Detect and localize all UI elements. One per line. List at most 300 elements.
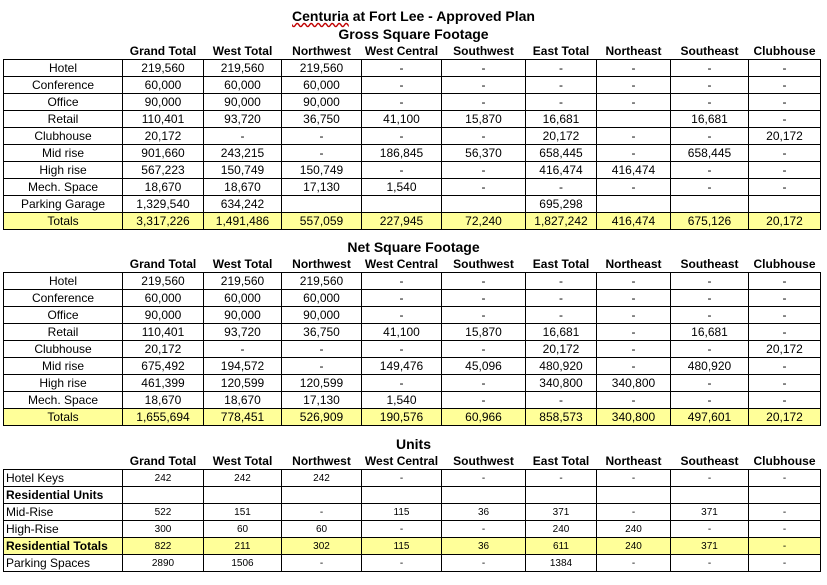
gross-heading: Gross Square Footage [338, 26, 489, 42]
table-cell: 778,451 [204, 409, 282, 426]
table-cell: 110,401 [123, 324, 204, 341]
row-label: Retail [4, 111, 123, 128]
table-cell: - [526, 392, 597, 409]
table-cell: - [597, 470, 671, 487]
table-cell: - [597, 94, 671, 111]
column-header: Northeast [605, 256, 662, 271]
table-cell [442, 487, 526, 504]
column-header: West Central [364, 43, 439, 58]
table-cell [671, 487, 749, 504]
title-spellcheck-word: Centuria [292, 8, 349, 24]
table-cell: - [671, 555, 749, 572]
table-cell: - [749, 358, 821, 375]
table-cell: - [442, 555, 526, 572]
table-cell [282, 487, 362, 504]
table-cell: 15,870 [442, 111, 526, 128]
row-label: Residential Totals [4, 538, 123, 555]
table-cell: - [362, 60, 442, 77]
title-rest: at Fort Lee - Approved Plan [348, 8, 535, 24]
column-header: West Total [212, 453, 273, 468]
column-header: Northwest [292, 453, 351, 468]
table-cell: 242 [282, 470, 362, 487]
table-cell: 36,750 [282, 111, 362, 128]
table-cell: - [671, 521, 749, 538]
table-cell: - [671, 470, 749, 487]
table-cell: - [442, 179, 526, 196]
table-cell: - [671, 375, 749, 392]
table-cell: - [442, 128, 526, 145]
table-cell: - [442, 392, 526, 409]
table-cell [526, 487, 597, 504]
column-header: Grand Total [129, 43, 197, 58]
table-cell: 3,317,226 [123, 213, 204, 230]
document-title [0, 8, 827, 24]
table-row [4, 94, 821, 111]
column-header: Northwest [292, 43, 351, 58]
table-cell: - [597, 273, 671, 290]
table-cell: 60 [282, 521, 362, 538]
table-cell: 1,491,486 [204, 213, 282, 230]
table-cell: 120,599 [282, 375, 362, 392]
table-cell: 151 [204, 504, 282, 521]
table-cell: - [671, 290, 749, 307]
table-cell: - [749, 375, 821, 392]
table-cell: 120,599 [204, 375, 282, 392]
table-cell: 497,601 [671, 409, 749, 426]
table-cell: 461,399 [123, 375, 204, 392]
table-cell: 302 [282, 538, 362, 555]
table-cell: 371 [671, 538, 749, 555]
row-label: Mech. Space [4, 392, 123, 409]
column-header: Clubhouse [753, 453, 816, 468]
table-cell: 557,059 [282, 213, 362, 230]
table-row [4, 111, 821, 128]
table-cell: - [282, 555, 362, 572]
table-cell: 60,966 [442, 409, 526, 426]
table-cell: 340,800 [526, 375, 597, 392]
table-cell [362, 196, 442, 213]
table-cell: 371 [671, 504, 749, 521]
table-cell: - [749, 521, 821, 538]
column-header: Southeast [680, 256, 739, 271]
table-cell: 41,100 [362, 324, 442, 341]
units-heading: Units [396, 436, 431, 452]
table-cell: 60,000 [282, 77, 362, 94]
row-label: Conference [4, 77, 123, 94]
table-cell: - [597, 307, 671, 324]
header-blank [4, 43, 123, 60]
table-cell: - [749, 273, 821, 290]
header-row [4, 43, 821, 60]
table-row [4, 341, 821, 358]
row-label: Retail [4, 324, 123, 341]
table-cell: 16,681 [671, 324, 749, 341]
table-cell: 211 [204, 538, 282, 555]
table-cell: - [597, 60, 671, 77]
table-cell: - [597, 358, 671, 375]
table-row [4, 470, 821, 487]
column-header: Grand Total [129, 453, 197, 468]
table-cell: - [749, 504, 821, 521]
table-cell: 18,670 [204, 179, 282, 196]
table-cell: 1,540 [362, 392, 442, 409]
table-cell: 611 [526, 538, 597, 555]
table-cell: 1,655,694 [123, 409, 204, 426]
column-header: Clubhouse [753, 256, 816, 271]
table-cell: 20,172 [526, 341, 597, 358]
table-cell: 219,560 [123, 60, 204, 77]
table-cell: 115 [362, 538, 442, 555]
table-cell: - [671, 273, 749, 290]
row-label: Parking Spaces [4, 555, 123, 572]
row-label: High rise [4, 162, 123, 179]
table-cell: 1506 [204, 555, 282, 572]
table-cell: 416,474 [597, 162, 671, 179]
table-cell: 240 [597, 538, 671, 555]
table-cell: - [671, 94, 749, 111]
table-cell: 56,370 [442, 145, 526, 162]
table-row [4, 213, 821, 230]
table-cell: 242 [204, 470, 282, 487]
table-cell: 675,492 [123, 358, 204, 375]
table-cell: - [442, 94, 526, 111]
table-cell: - [526, 470, 597, 487]
header-blank [4, 453, 123, 470]
column-header: Southeast [680, 43, 739, 58]
table-cell: - [442, 341, 526, 358]
column-header: Clubhouse [753, 43, 816, 58]
table-cell: - [597, 504, 671, 521]
table-cell: 858,573 [526, 409, 597, 426]
table-cell: 416,474 [597, 213, 671, 230]
row-label: Hotel [4, 60, 123, 77]
table-cell: - [671, 307, 749, 324]
table-cell: - [362, 341, 442, 358]
column-header: East Total [532, 256, 590, 271]
table-row [4, 162, 821, 179]
table-cell: 480,920 [671, 358, 749, 375]
table-cell: - [526, 179, 597, 196]
table-cell: - [749, 60, 821, 77]
table-cell: - [282, 128, 362, 145]
row-label: Residential Units [4, 487, 123, 504]
table-cell [282, 196, 362, 213]
row-label: Office [4, 307, 123, 324]
table-cell: - [442, 521, 526, 538]
column-header: Grand Total [129, 256, 197, 271]
row-label: Hotel [4, 273, 123, 290]
table-cell: - [526, 77, 597, 94]
table-cell: - [597, 555, 671, 572]
table-row [4, 538, 821, 555]
table-row [4, 179, 821, 196]
table-cell: - [442, 273, 526, 290]
table-cell: - [362, 162, 442, 179]
table-cell: - [749, 392, 821, 409]
table-cell: - [362, 128, 442, 145]
table-cell: 634,242 [204, 196, 282, 213]
table-cell [749, 196, 821, 213]
table-cell: - [671, 77, 749, 94]
table-row [4, 273, 821, 290]
table-cell: 110,401 [123, 111, 204, 128]
net-heading: Net Square Footage [347, 239, 480, 255]
table-cell: 20,172 [526, 128, 597, 145]
table-cell: 567,223 [123, 162, 204, 179]
row-label: Totals [4, 213, 123, 230]
table-cell: 822 [123, 538, 204, 555]
row-label: Office [4, 94, 123, 111]
header-row [4, 256, 821, 273]
row-label: Mid rise [4, 358, 123, 375]
table-cell [123, 487, 204, 504]
table-cell: - [442, 162, 526, 179]
table-cell: - [749, 324, 821, 341]
table-row [4, 290, 821, 307]
table-cell: - [442, 60, 526, 77]
row-label: Mech. Space [4, 179, 123, 196]
row-label: High rise [4, 375, 123, 392]
table-cell [671, 196, 749, 213]
table-cell: 526,909 [282, 409, 362, 426]
table-cell: 522 [123, 504, 204, 521]
table-cell: 90,000 [204, 307, 282, 324]
table-cell: 340,800 [597, 409, 671, 426]
table-cell: 2890 [123, 555, 204, 572]
table-cell: 41,100 [362, 111, 442, 128]
table-cell: 60,000 [204, 77, 282, 94]
row-label: Clubhouse [4, 341, 123, 358]
table-cell: 60,000 [123, 77, 204, 94]
table-row [4, 145, 821, 162]
column-header: East Total [532, 43, 590, 58]
table-cell: - [671, 60, 749, 77]
table-cell: - [526, 307, 597, 324]
table-cell: - [749, 307, 821, 324]
table-cell: 371 [526, 504, 597, 521]
table-cell: 20,172 [749, 128, 821, 145]
table-cell: 45,096 [442, 358, 526, 375]
table-cell: 219,560 [204, 273, 282, 290]
table-cell: - [362, 290, 442, 307]
table-row [4, 521, 821, 538]
table-cell: 194,572 [204, 358, 282, 375]
table-cell: - [442, 307, 526, 324]
table-cell: - [597, 392, 671, 409]
table-cell: 186,845 [362, 145, 442, 162]
header-row [4, 453, 821, 470]
row-label: Hotel Keys [4, 470, 123, 487]
table-cell: 240 [526, 521, 597, 538]
gross-sqft-table [3, 43, 821, 230]
table-cell: - [362, 375, 442, 392]
table-cell: - [749, 290, 821, 307]
table-cell: 658,445 [671, 145, 749, 162]
table-cell: 20,172 [749, 213, 821, 230]
table-cell: 93,720 [204, 111, 282, 128]
table-cell: - [597, 128, 671, 145]
table-cell: - [442, 470, 526, 487]
row-label: Clubhouse [4, 128, 123, 145]
table-cell: - [442, 290, 526, 307]
table-cell: 227,945 [362, 213, 442, 230]
units-table [3, 453, 821, 572]
table-cell: - [749, 179, 821, 196]
table-cell: 901,660 [123, 145, 204, 162]
column-header: Northeast [605, 43, 662, 58]
column-header: East Total [532, 453, 590, 468]
table-cell: 300 [123, 521, 204, 538]
table-cell: - [749, 162, 821, 179]
table-cell: - [749, 111, 821, 128]
table-cell: 219,560 [282, 273, 362, 290]
table-cell: 150,749 [204, 162, 282, 179]
table-row [4, 409, 821, 426]
table-cell: - [282, 504, 362, 521]
table-cell: 149,476 [362, 358, 442, 375]
table-cell: 695,298 [526, 196, 597, 213]
table-cell: - [362, 273, 442, 290]
table-cell: 219,560 [282, 60, 362, 77]
table-cell: 17,130 [282, 179, 362, 196]
table-cell: - [362, 94, 442, 111]
table-cell: - [526, 273, 597, 290]
table-cell: - [204, 341, 282, 358]
table-cell: 90,000 [123, 307, 204, 324]
table-cell: 90,000 [123, 94, 204, 111]
table-cell: 240 [597, 521, 671, 538]
table-cell: - [526, 60, 597, 77]
table-cell: - [442, 375, 526, 392]
table-row [4, 555, 821, 572]
column-header: West Central [364, 453, 439, 468]
table-cell: 15,870 [442, 324, 526, 341]
table-cell: - [597, 179, 671, 196]
table-row [4, 375, 821, 392]
column-header: Northwest [292, 256, 351, 271]
table-row [4, 128, 821, 145]
column-header: Northeast [605, 453, 662, 468]
row-label: High-Rise [4, 521, 123, 538]
table-cell: 480,920 [526, 358, 597, 375]
table-cell: - [671, 128, 749, 145]
table-cell: 16,681 [526, 324, 597, 341]
table-cell: 340,800 [597, 375, 671, 392]
column-header: West Central [364, 256, 439, 271]
table-cell: - [597, 290, 671, 307]
table-cell: 1,827,242 [526, 213, 597, 230]
table-cell: - [442, 77, 526, 94]
table-cell: 90,000 [282, 307, 362, 324]
header-blank [4, 256, 123, 273]
table-cell: 20,172 [123, 341, 204, 358]
column-header: West Total [212, 256, 273, 271]
table-cell: 416,474 [526, 162, 597, 179]
row-label: Mid rise [4, 145, 123, 162]
column-header: Southwest [453, 453, 514, 468]
table-cell: 18,670 [123, 392, 204, 409]
table-cell: 18,670 [123, 179, 204, 196]
table-cell [749, 487, 821, 504]
table-cell: 243,215 [204, 145, 282, 162]
table-cell: 16,681 [526, 111, 597, 128]
table-cell: - [671, 392, 749, 409]
table-row [4, 392, 821, 409]
table-cell: - [282, 341, 362, 358]
table-cell: 60,000 [282, 290, 362, 307]
column-header: Southwest [453, 256, 514, 271]
column-header: Southwest [453, 43, 514, 58]
table-cell: 17,130 [282, 392, 362, 409]
table-row [4, 324, 821, 341]
table-cell [597, 111, 671, 128]
table-cell: - [526, 94, 597, 111]
table-cell [204, 487, 282, 504]
table-cell: 20,172 [123, 128, 204, 145]
table-cell: - [671, 179, 749, 196]
table-cell: - [597, 145, 671, 162]
table-cell: - [749, 538, 821, 555]
row-label: Mid-Rise [4, 504, 123, 521]
table-cell: 1,329,540 [123, 196, 204, 213]
table-cell: - [362, 521, 442, 538]
row-label: Totals [4, 409, 123, 426]
table-cell: 36 [442, 538, 526, 555]
table-cell: 1384 [526, 555, 597, 572]
table-cell: 242 [123, 470, 204, 487]
row-label: Parking Garage [4, 196, 123, 213]
net-sqft-table [3, 256, 821, 426]
table-cell: 150,749 [282, 162, 362, 179]
table-cell: - [282, 358, 362, 375]
table-cell: - [671, 341, 749, 358]
table-cell: 18,670 [204, 392, 282, 409]
table-cell: 20,172 [749, 409, 821, 426]
table-cell: - [597, 324, 671, 341]
table-cell: - [671, 162, 749, 179]
column-header: West Total [212, 43, 273, 58]
table-cell: - [597, 341, 671, 358]
table-cell: 60,000 [204, 290, 282, 307]
table-cell [597, 196, 671, 213]
table-cell: - [749, 555, 821, 572]
table-cell: - [362, 470, 442, 487]
table-cell: 72,240 [442, 213, 526, 230]
table-cell: 190,576 [362, 409, 442, 426]
table-cell: 675,126 [671, 213, 749, 230]
table-cell: - [749, 94, 821, 111]
table-cell [597, 487, 671, 504]
table-cell: 115 [362, 504, 442, 521]
column-header: Southeast [680, 453, 739, 468]
table-cell: - [362, 77, 442, 94]
table-row [4, 307, 821, 324]
table-cell: - [749, 77, 821, 94]
table-row [4, 487, 821, 504]
table-cell: 60 [204, 521, 282, 538]
table-cell: - [526, 290, 597, 307]
table-cell [362, 487, 442, 504]
table-row [4, 504, 821, 521]
table-cell: 16,681 [671, 111, 749, 128]
table-cell: - [597, 77, 671, 94]
table-row [4, 77, 821, 94]
table-row [4, 196, 821, 213]
row-label: Conference [4, 290, 123, 307]
table-cell: - [282, 145, 362, 162]
table-cell: - [749, 145, 821, 162]
table-cell: 36,750 [282, 324, 362, 341]
